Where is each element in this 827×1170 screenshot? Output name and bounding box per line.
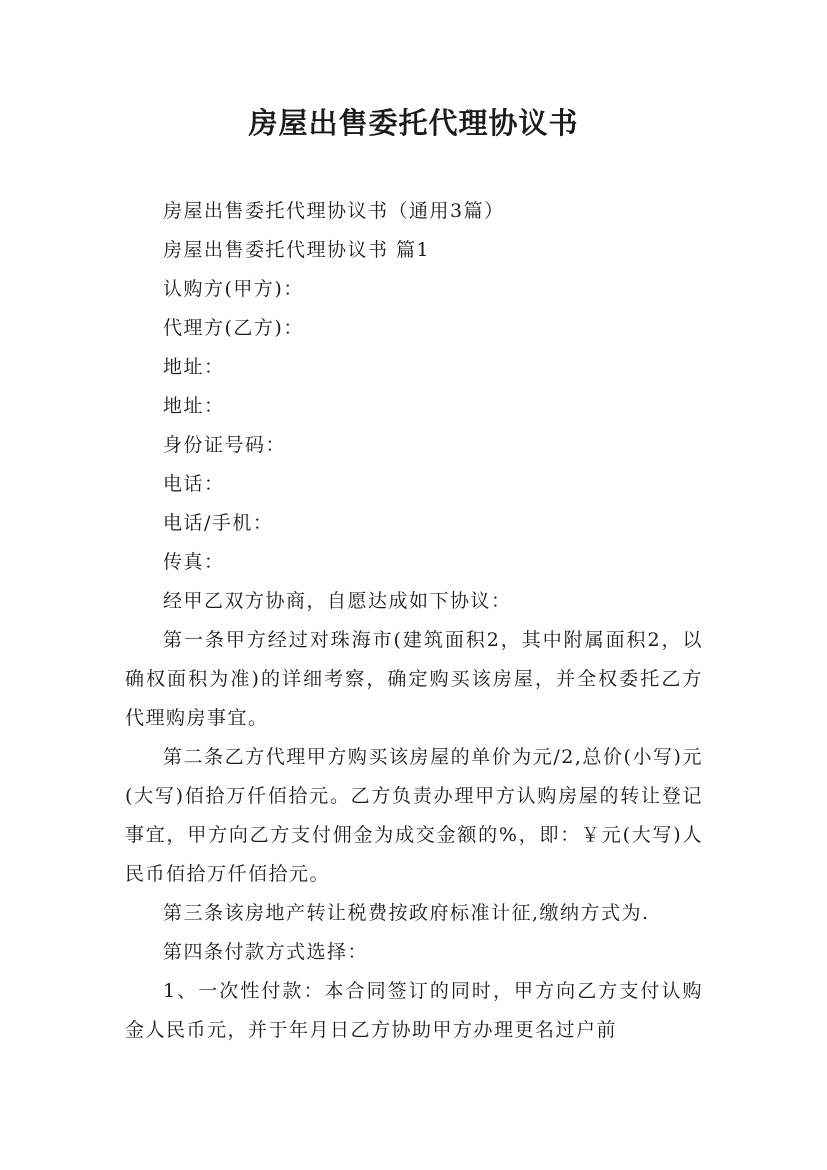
paragraph-article-heading: 房屋出售委托代理协议书 篇1 bbox=[163, 239, 431, 261]
field-mobile: 电话/手机： bbox=[163, 512, 274, 534]
paragraph-clause-2: 第二条乙方代理甲方购买该房屋的单价为元/2,总价(小写)元(大写)佰拾万仟佰拾元。乙方负责办理甲方认购房屋的转让登记事宜，甲方向乙方支付佣金为成交金额的%，即：￥元(大写)人民币佰拾万仟佰拾元。 bbox=[125, 746, 703, 885]
paragraph-clause-3: 第三条该房地产转让税费按政府标准计征,缴纳方式为. bbox=[163, 902, 650, 924]
paragraph-agreement-intro: 经甲乙双方协商，自愿达成如下协议： bbox=[163, 590, 512, 612]
field-address-2: 地址： bbox=[163, 395, 225, 417]
document-title: 房屋出售委托代理协议书 bbox=[248, 106, 579, 140]
field-buyer: 认购方(甲方)： bbox=[163, 278, 304, 300]
field-agent: 代理方(乙方)： bbox=[163, 317, 304, 339]
field-id-number: 身份证号码： bbox=[163, 434, 287, 456]
paragraph-payment-option-1: 1、一次性付款：本合同签订的同时，甲方向乙方支付认购金人民币元，并于年月日乙方协助甲方办理更名过户前 bbox=[125, 980, 703, 1041]
field-fax: 传真： bbox=[163, 551, 225, 573]
paragraph-clause-1: 第一条甲方经过对珠海市(建筑面积2，其中附属面积2，以确权面积为准)的详细考察，确定购买该房屋，并全权委托乙方代理购房事宜。 bbox=[125, 629, 703, 729]
paragraph-collection-heading: 房屋出售委托代理协议书（通用3篇） bbox=[163, 200, 505, 222]
document-body bbox=[125, 192, 703, 1050]
paragraph-clause-4: 第四条付款方式选择： bbox=[163, 941, 369, 963]
field-phone: 电话： bbox=[163, 473, 225, 495]
field-address-1: 地址： bbox=[163, 356, 225, 378]
